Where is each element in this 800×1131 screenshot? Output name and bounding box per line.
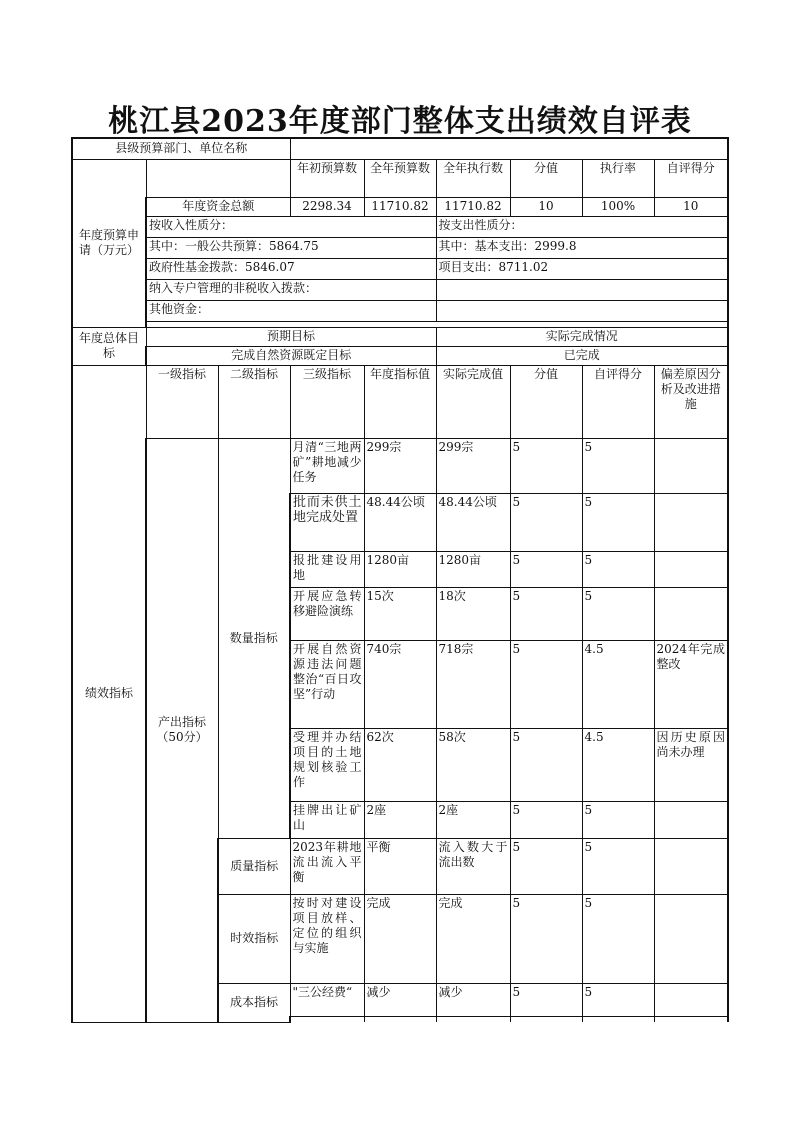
quantity-indicator-label: 数量指标 — [218, 438, 290, 838]
header-self-score: 自评得分 — [582, 365, 654, 438]
expected-goal-header: 预期目标 — [146, 327, 436, 346]
cost-indicator-label: 成本指标 — [218, 983, 290, 1022]
header-annual-value: 年度指标值 — [364, 365, 436, 438]
basic-expense: 其中：基本支出：2999.8 — [436, 237, 728, 258]
score-value: 5 — [510, 894, 582, 983]
other-funds-blank — [436, 300, 728, 321]
deviation-note — [654, 894, 728, 983]
annual-value: 740宗 — [364, 640, 436, 728]
col-score: 分值 — [510, 159, 582, 197]
self-score-value: 5 — [582, 894, 654, 983]
deviation-note: 因历史原因尚未办理 — [654, 728, 728, 801]
actual-value: 2座 — [436, 801, 510, 838]
self-score-value: 5 — [582, 493, 654, 551]
score-value: 5 — [510, 728, 582, 801]
header-level1: 一级指标 — [146, 365, 218, 438]
total-initial-value: 2298.34 — [290, 197, 364, 216]
gov-fund: 政府性基金拨款：5846.07 — [146, 258, 436, 279]
actual-value: 流入数大于流出数 — [436, 838, 510, 894]
self-score-value: 5 — [582, 587, 654, 640]
self-score-value: 4.5 — [582, 728, 654, 801]
deviation-note — [654, 551, 728, 587]
col-self-score: 自评得分 — [654, 159, 728, 197]
col-initial-budget: 年初预算数 — [290, 159, 364, 197]
deviation-note: 2024年完成整改 — [654, 640, 728, 728]
indicator-name: 报批建设用地 — [290, 551, 364, 587]
deviation-note — [654, 438, 728, 493]
actual-completion-header: 实际完成情况 — [436, 327, 728, 346]
total-funds-label: 年度资金总额 — [146, 197, 290, 216]
total-executed-value: 11710.82 — [436, 197, 510, 216]
by-income-label: 按收入性质分： — [146, 216, 436, 237]
output-indicator-label: 产出指标（50分） — [146, 438, 218, 1022]
score-value: 5 — [510, 801, 582, 838]
dept-value — [290, 138, 728, 159]
self-score-value: 5 — [582, 551, 654, 587]
annual-value: 48.44公顷 — [364, 493, 436, 551]
annual-value: 15次 — [364, 587, 436, 640]
project-expense: 项目支出：8711.02 — [436, 258, 728, 279]
deviation-note — [654, 801, 728, 838]
header-level2: 二级指标 — [218, 365, 290, 438]
actual-value: 18次 — [436, 587, 510, 640]
score-value: 5 — [510, 640, 582, 728]
other-funds: 其他资金： — [146, 300, 436, 321]
general-public-budget: 其中：一般公共预算：5864.75 — [146, 237, 436, 258]
header-level3: 三级指标 — [290, 365, 364, 438]
goals-section-label: 年度总体目标 — [72, 327, 146, 365]
non-tax-blank — [436, 279, 728, 300]
actual-value: 718宗 — [436, 640, 510, 728]
annual-value: 62次 — [364, 728, 436, 801]
actual-value: 1280亩 — [436, 551, 510, 587]
score-value: 5 — [510, 587, 582, 640]
header-score: 分值 — [510, 365, 582, 438]
col-executed: 全年执行数 — [436, 159, 510, 197]
annual-value: 平衡 — [364, 838, 436, 894]
self-score-value: 5 — [582, 838, 654, 894]
budget-blank-header — [146, 159, 290, 197]
indicator-name: "三公经费“ — [290, 983, 364, 1016]
score-value: 5 — [510, 983, 582, 1016]
total-full-year-value: 11710.82 — [364, 197, 436, 216]
indicator-name: 按时对建设项目放样、定位的组织与实施 — [290, 894, 364, 983]
self-score-value: 4.5 — [582, 640, 654, 728]
dept-label: 县级预算部门、单位名称 — [72, 138, 290, 159]
performance-form — [71, 137, 729, 1023]
total-score-value: 10 — [510, 197, 582, 216]
expected-goal-value: 完成自然资源既定目标 — [146, 346, 436, 365]
col-exec-rate: 执行率 — [582, 159, 654, 197]
indicator-name: 2023年耕地流出流入平衡 — [290, 838, 364, 894]
score-value: 5 — [510, 838, 582, 894]
annual-value: 1280亩 — [364, 551, 436, 587]
self-score-value: 5 — [582, 801, 654, 838]
actual-value: 减少 — [436, 983, 510, 1016]
header-actual-value: 实际完成值 — [436, 365, 510, 438]
deviation-note — [654, 983, 728, 1016]
annual-value: 2座 — [364, 801, 436, 838]
deviation-note — [654, 838, 728, 894]
time-indicator-label: 时效指标 — [218, 894, 290, 983]
score-value: 5 — [510, 493, 582, 551]
total-self-score-value: 10 — [654, 197, 728, 216]
indicator-name: 受理并办结项目的土地规划核验工作 — [290, 728, 364, 801]
deviation-note — [654, 587, 728, 640]
by-expense-label: 按支出性质分： — [436, 216, 728, 237]
indicator-name: 开展自然资源违法问题整治“百日攻坚”行动 — [290, 640, 364, 728]
budget-section-label: 年度预算申请（万元） — [72, 159, 146, 327]
indicator-name: 开展应急转移避险演练 — [290, 587, 364, 640]
table-row — [72, 438, 728, 493]
indicator-name: 批而未供土地完成处置 — [290, 493, 364, 551]
self-score-value: 5 — [582, 438, 654, 493]
annual-value: 减少 — [364, 983, 436, 1016]
performance-section-label: 绩效指标 — [72, 365, 146, 1022]
actual-value: 48.44公顷 — [436, 493, 510, 551]
actual-value: 完成 — [436, 894, 510, 983]
annual-value: 完成 — [364, 894, 436, 983]
actual-value: 58次 — [436, 728, 510, 801]
actual-value: 299宗 — [436, 438, 510, 493]
self-score-value: 5 — [582, 983, 654, 1016]
annual-value: 299宗 — [364, 438, 436, 493]
score-value: 5 — [510, 438, 582, 493]
indicator-name: 月清“三地两矿”耕地减少任务 — [290, 438, 364, 493]
quality-indicator-label: 质量指标 — [218, 838, 290, 894]
total-rate-value: 100% — [582, 197, 654, 216]
col-full-year-budget: 全年预算数 — [364, 159, 436, 197]
actual-completion-value: 已完成 — [436, 346, 728, 365]
non-tax-income: 纳入专户管理的非税收入拨款： — [146, 279, 436, 300]
header-deviation: 偏差原因分析及改进措施 — [654, 365, 728, 438]
deviation-note — [654, 493, 728, 551]
page-title: 桃江县2023年度部门整体支出绩效自评表 — [108, 104, 692, 139]
indicator-name: 挂牌出让矿山 — [290, 801, 364, 838]
score-value: 5 — [510, 551, 582, 587]
